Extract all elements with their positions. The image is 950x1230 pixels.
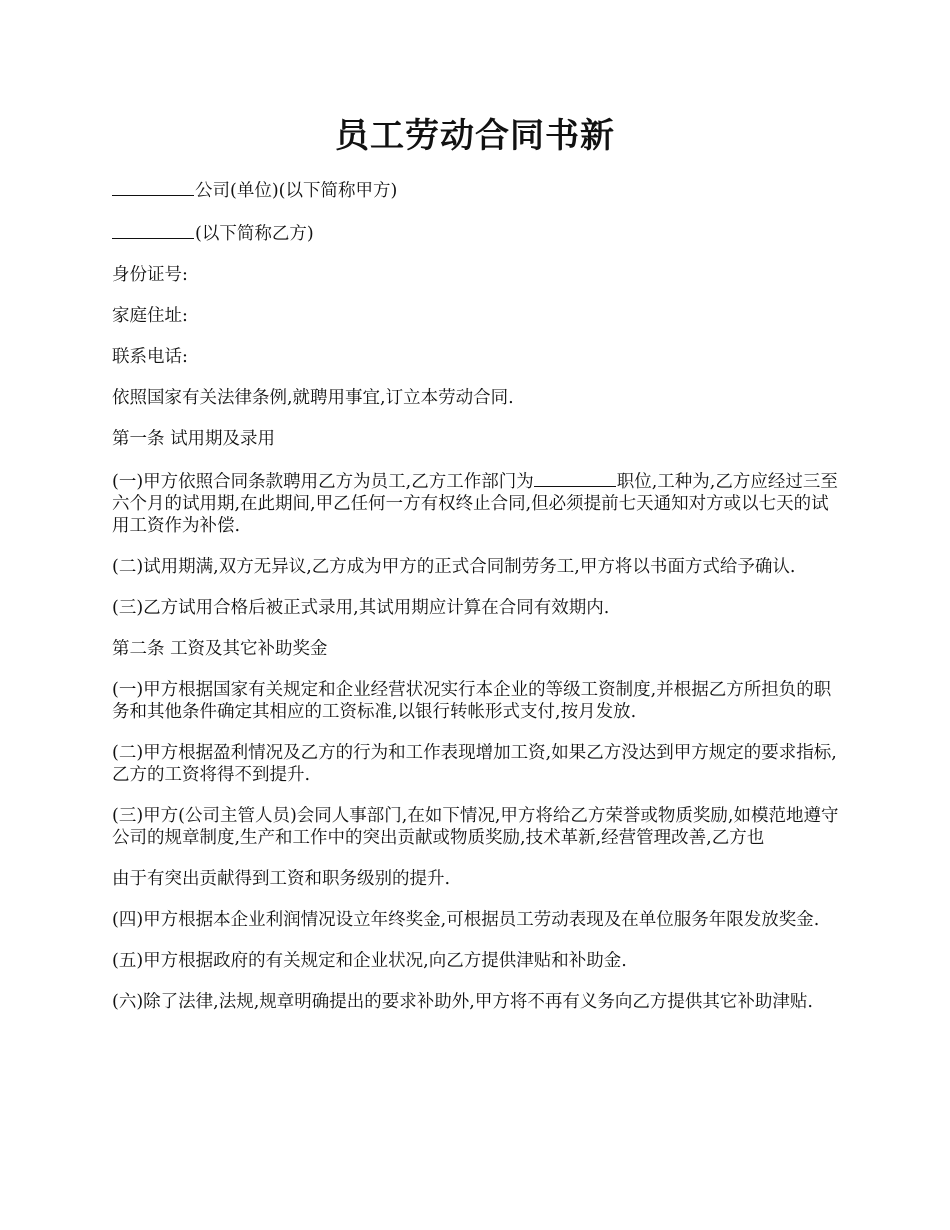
document-body xyxy=(112,178,844,1032)
article-2-clause-5: (五)甲方根据政府的有关规定和企业状况,向乙方提供津贴和补助金. xyxy=(112,951,627,971)
phone-label: 联系电话: xyxy=(112,347,188,367)
party-a-text: 公司(单位)(以下简称甲方) xyxy=(195,181,398,201)
document-title: 员工劳动合同书新 xyxy=(335,116,615,156)
clause-text: (一)甲方依照合同条款聘用乙方为员工,乙方工作部门为 xyxy=(112,472,534,492)
article-1-clause-2: (二)试用期满,双方无异议,乙方成为甲方的正式合同制劳务工,甲方将以书面方式给予确认. xyxy=(112,557,796,577)
id-number-label: 身份证号: xyxy=(112,265,188,285)
article-1-heading: 第一条 试用期及录用 xyxy=(112,429,276,449)
party-a-blank xyxy=(112,178,194,196)
party-b-blank xyxy=(112,221,194,239)
intro-paragraph: 依照国家有关法律条例,就聘用事宜,订立本劳动合同. xyxy=(112,388,514,408)
party-b-text: (以下简称乙方) xyxy=(195,224,314,244)
article-1-clause-1 xyxy=(112,469,844,537)
article-2-clause-4: (四)甲方根据本企业利润情况设立年终奖金,可根据员工劳动表现及在单位服务年限发放奖金. xyxy=(112,910,820,930)
article-1-clause-3: (三)乙方试用合格后被正式录用,其试用期应计算在合同有效期内. xyxy=(112,598,610,618)
party-b-line xyxy=(112,221,840,245)
article-2-heading: 第二条 工资及其它补助奖金 xyxy=(112,639,328,659)
article-2-clause-3-continued: 由于有突出贡献得到工资和职务级别的提升. xyxy=(112,869,451,889)
article-2-clause-2: (二)甲方根据盈利情况及乙方的行为和工作表现增加工资,如果乙方没达到甲方规定的要求指标,乙方的工资将得不到提升. xyxy=(112,743,837,785)
clause-text: 职位,工种为,乙方应经过三至 六个月的试用期,在此期间,甲乙任何一方有权终止合同,但必须提前七天通知对方或以七天的试用工资作为补偿. xyxy=(112,472,844,536)
article-2-clause-1: (一)甲方根据国家有关规定和企业经营状况实行本企业的等级工资制度,并根据乙方所担负的职务和其他条件确定其相应的工资标准,以银行转帐形式支付,按月发放. xyxy=(112,680,832,722)
party-a-line xyxy=(112,178,840,202)
article-2-clause-6: (六)除了法律,法规,规章明确提出的要求补助外,甲方将不再有义务向乙方提供其它补助津贴. xyxy=(112,992,813,1012)
article-2-clause-3: (三)甲方(公司主管人员)会同人事部门,在如下情况,甲方将给乙方荣誉或物质奖励,如模范地遵守公司的规章制度,生产和工作中的突出贡献或物质奖励,技术革新,经营管理改善,乙方也 xyxy=(112,806,839,848)
department-blank xyxy=(534,469,616,487)
home-address-label: 家庭住址: xyxy=(112,306,188,326)
